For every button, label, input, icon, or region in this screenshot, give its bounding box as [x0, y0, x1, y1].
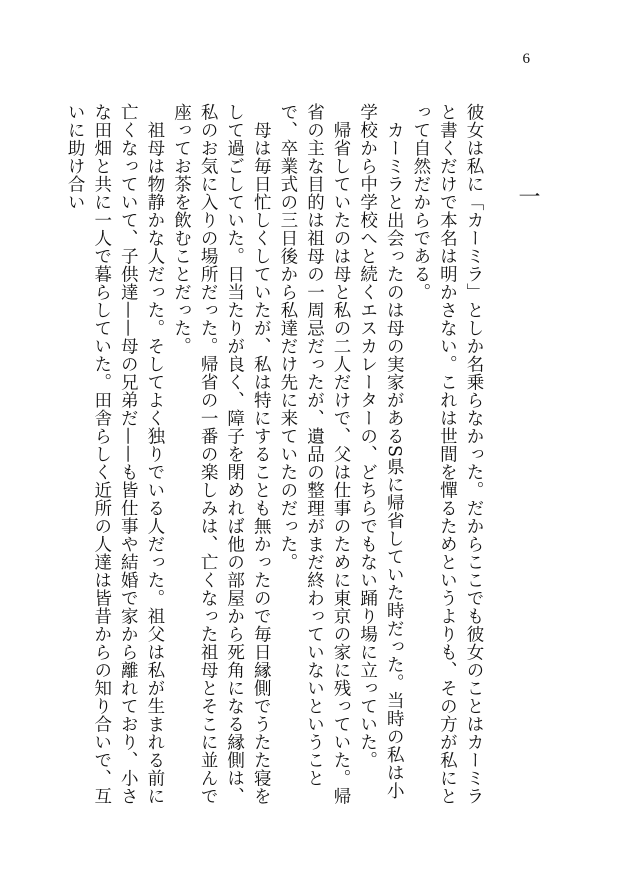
- paragraph-2: カーミラと出会ったのは母の実家があるS県に帰省していた時だった。当時の私は小学校から中学校へと続くエスカレーターの、どちらでもない踊り場に立っていた。: [357, 103, 405, 799]
- paragraph-5: 祖母は物静かな人だった。そしてよく独りでいる人だった。祖父は私が生まれる前に亡くなっていて、子供達——母の兄弟だ——も皆仕事や結婚で家から離れており、小さな田畑と共に一人で暮らしていた。田舎らしく近所の人達は皆昔からの知り合いで、互いに助け合い: [65, 103, 165, 805]
- paragraph-3: 帰省していたのは母と私の二人だけで、父は仕事のために東京の家に残っていた。帰省の主な目的は祖母の一周忌だったが、遺品の整理がまだ終わっていないということで、卒業式の三日後から私達だけ先に来ていたのだった。: [277, 103, 352, 805]
- page-number: 6: [522, 51, 530, 67]
- paragraph-4: 母は毎日忙しくしていたが、私は特にすることも無かったので毎日縁側でうたた寝をして過ごしていた。日当たりが良く、障子を閉めれば他の部屋から死角になる縁側は、私のお気に入りの場所だった。帰省の一番の楽しみは、亡くなった祖母とそこに並んで座ってお茶を飲むことだった。: [171, 103, 272, 805]
- chapter-heading: 一: [515, 185, 540, 207]
- paragraph-1: 彼女は私に「カーミラ」としか名乗らなかった。だからここでも彼女のことはカーミラと書くだけで本名は明かさない。これは世間を憚るためというよりも、その方が私にとって自然だからである。: [410, 103, 484, 805]
- body-text: [62, 103, 488, 809]
